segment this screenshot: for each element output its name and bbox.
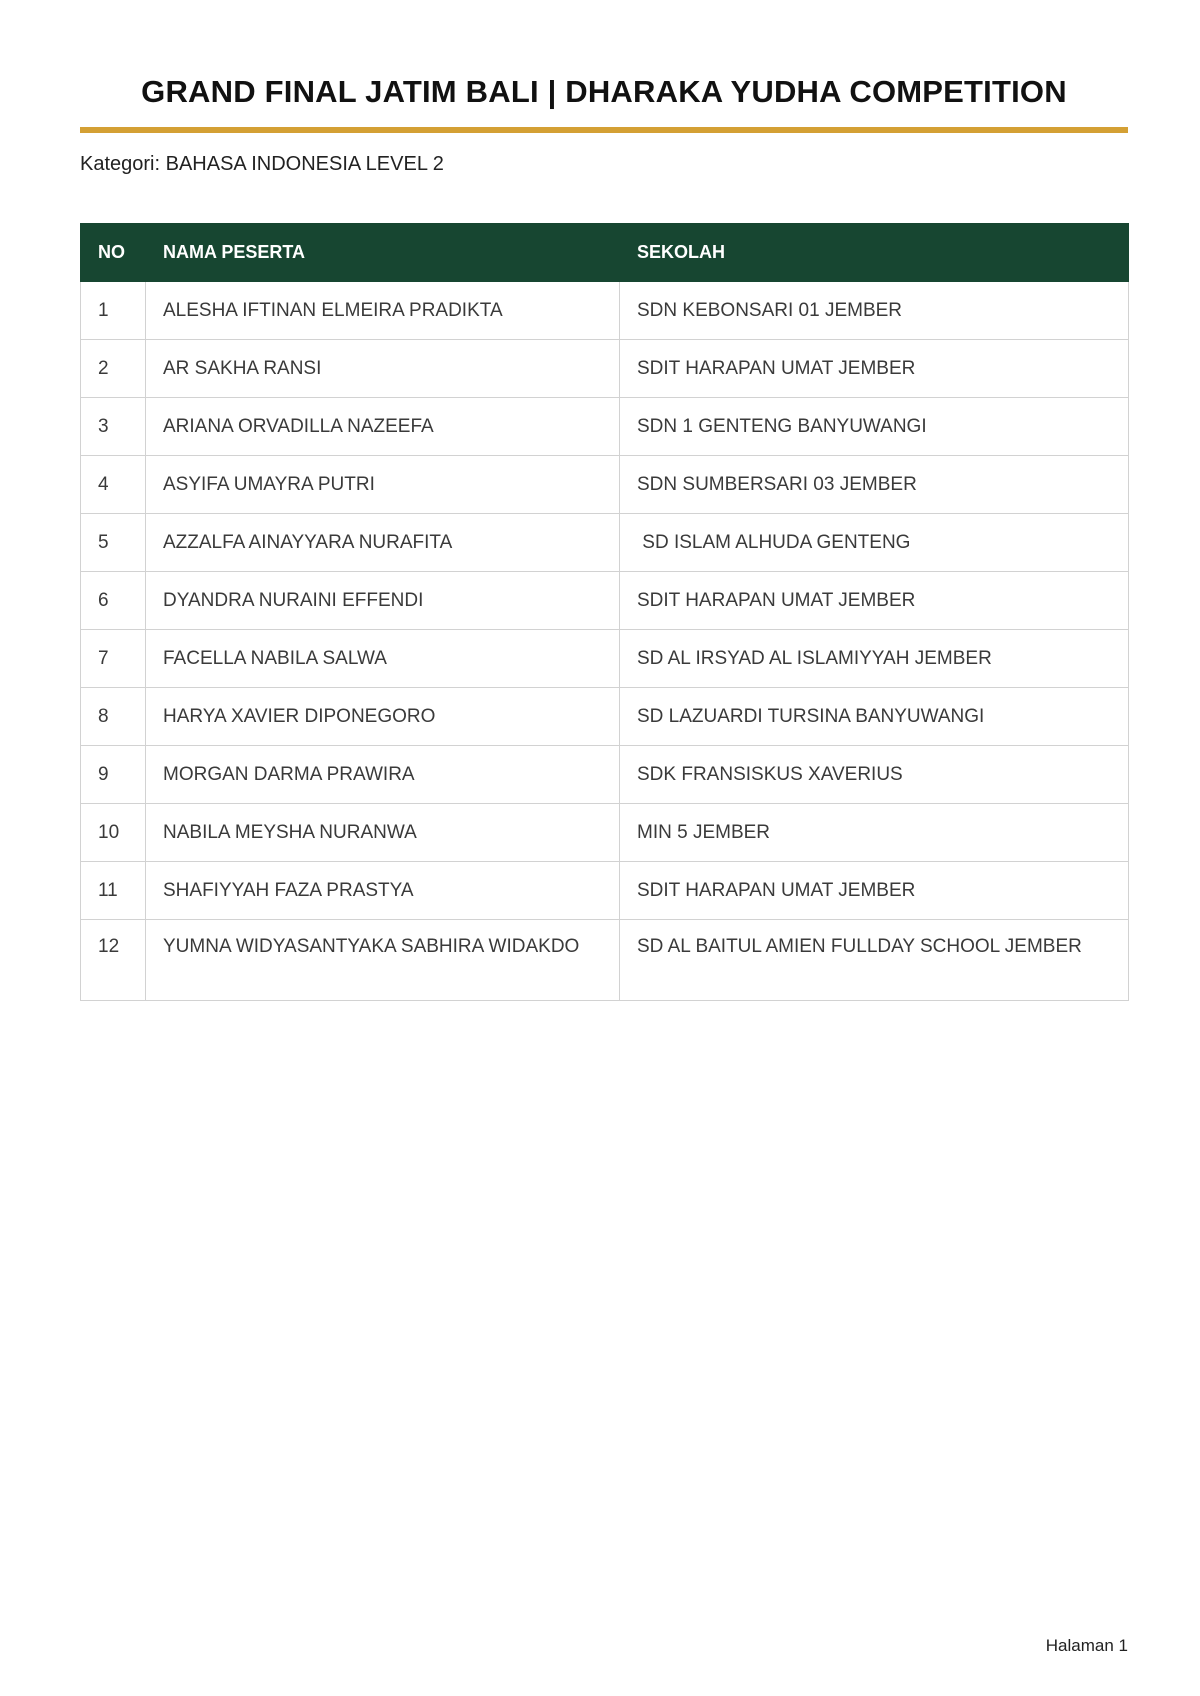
cell-name: NABILA MEYSHA NURANWA bbox=[146, 804, 620, 862]
cell-name: AR SAKHA RANSI bbox=[146, 340, 620, 398]
cell-school: SDN KEBONSARI 01 JEMBER bbox=[620, 282, 1129, 340]
table-row bbox=[81, 282, 1129, 340]
participants-table bbox=[80, 223, 1129, 1001]
cell-school: SDIT HARAPAN UMAT JEMBER bbox=[620, 862, 1129, 920]
cell-school: SD AL BAITUL AMIEN FULLDAY SCHOOL JEMBER bbox=[620, 920, 1129, 1001]
table-row bbox=[81, 398, 1129, 456]
header-name: NAMA PESERTA bbox=[146, 224, 620, 282]
cell-name: HARYA XAVIER DIPONEGORO bbox=[146, 688, 620, 746]
table-row bbox=[81, 804, 1129, 862]
cell-name: ASYIFA UMAYRA PUTRI bbox=[146, 456, 620, 514]
cell-school: SDIT HARAPAN UMAT JEMBER bbox=[620, 572, 1129, 630]
cell-school: SDIT HARAPAN UMAT JEMBER bbox=[620, 340, 1129, 398]
header-school: SEKOLAH bbox=[620, 224, 1129, 282]
cell-name: YUMNA WIDYASANTYAKA SABHIRA WIDAKDO bbox=[146, 920, 620, 1001]
cell-name: ARIANA ORVADILLA NAZEEFA bbox=[146, 398, 620, 456]
table-row bbox=[81, 920, 1129, 1001]
category-label: Kategori: bbox=[80, 153, 166, 175]
document-title: GRAND FINAL JATIM BALI | DHARAKA YUDHA COMPETITION bbox=[141, 74, 1067, 109]
cell-name: FACELLA NABILA SALWA bbox=[146, 630, 620, 688]
cell-no: 6 bbox=[81, 572, 146, 630]
table-row bbox=[81, 456, 1129, 514]
cell-no: 4 bbox=[81, 456, 146, 514]
cell-no: 2 bbox=[81, 340, 146, 398]
cell-no: 7 bbox=[81, 630, 146, 688]
table-row bbox=[81, 630, 1129, 688]
cell-school: SDK FRANSISKUS XAVERIUS bbox=[620, 746, 1129, 804]
cell-name: DYANDRA NURAINI EFFENDI bbox=[146, 572, 620, 630]
cell-no: 9 bbox=[81, 746, 146, 804]
category-line bbox=[80, 151, 444, 177]
table-row bbox=[81, 340, 1129, 398]
cell-name: AZZALFA AINAYYARA NURAFITA bbox=[146, 514, 620, 572]
page-number: Halaman 1 bbox=[1045, 1636, 1128, 1655]
cell-name: MORGAN DARMA PRAWIRA bbox=[146, 746, 620, 804]
table-row bbox=[81, 688, 1129, 746]
cell-school: SDN 1 GENTENG BANYUWANGI bbox=[620, 398, 1129, 456]
document-page bbox=[80, 0, 1128, 1696]
cell-school: MIN 5 JEMBER bbox=[620, 804, 1129, 862]
cell-school: SDN SUMBERSARI 03 JEMBER bbox=[620, 456, 1129, 514]
cell-no: 3 bbox=[81, 398, 146, 456]
header-no: NO bbox=[81, 224, 146, 282]
table-header-row bbox=[81, 224, 1129, 282]
cell-school: SD AL IRSYAD AL ISLAMIYYAH JEMBER bbox=[620, 630, 1129, 688]
cell-no: 12 bbox=[81, 920, 146, 1001]
table-row bbox=[81, 514, 1129, 572]
table-row bbox=[81, 862, 1129, 920]
cell-no: 8 bbox=[81, 688, 146, 746]
table-row bbox=[81, 572, 1129, 630]
cell-no: 5 bbox=[81, 514, 146, 572]
cell-no: 10 bbox=[81, 804, 146, 862]
cell-school: SD LAZUARDI TURSINA BANYUWANGI bbox=[620, 688, 1129, 746]
cell-no: 11 bbox=[81, 862, 146, 920]
cell-name: ALESHA IFTINAN ELMEIRA PRADIKTA bbox=[146, 282, 620, 340]
cell-school: SD ISLAM ALHUDA GENTENG bbox=[620, 514, 1129, 572]
cell-name: SHAFIYYAH FAZA PRASTYA bbox=[146, 862, 620, 920]
cell-no: 1 bbox=[81, 282, 146, 340]
table-row bbox=[81, 746, 1129, 804]
category-value: BAHASA INDONESIA LEVEL 2 bbox=[165, 153, 444, 175]
title-underline bbox=[80, 127, 1128, 133]
